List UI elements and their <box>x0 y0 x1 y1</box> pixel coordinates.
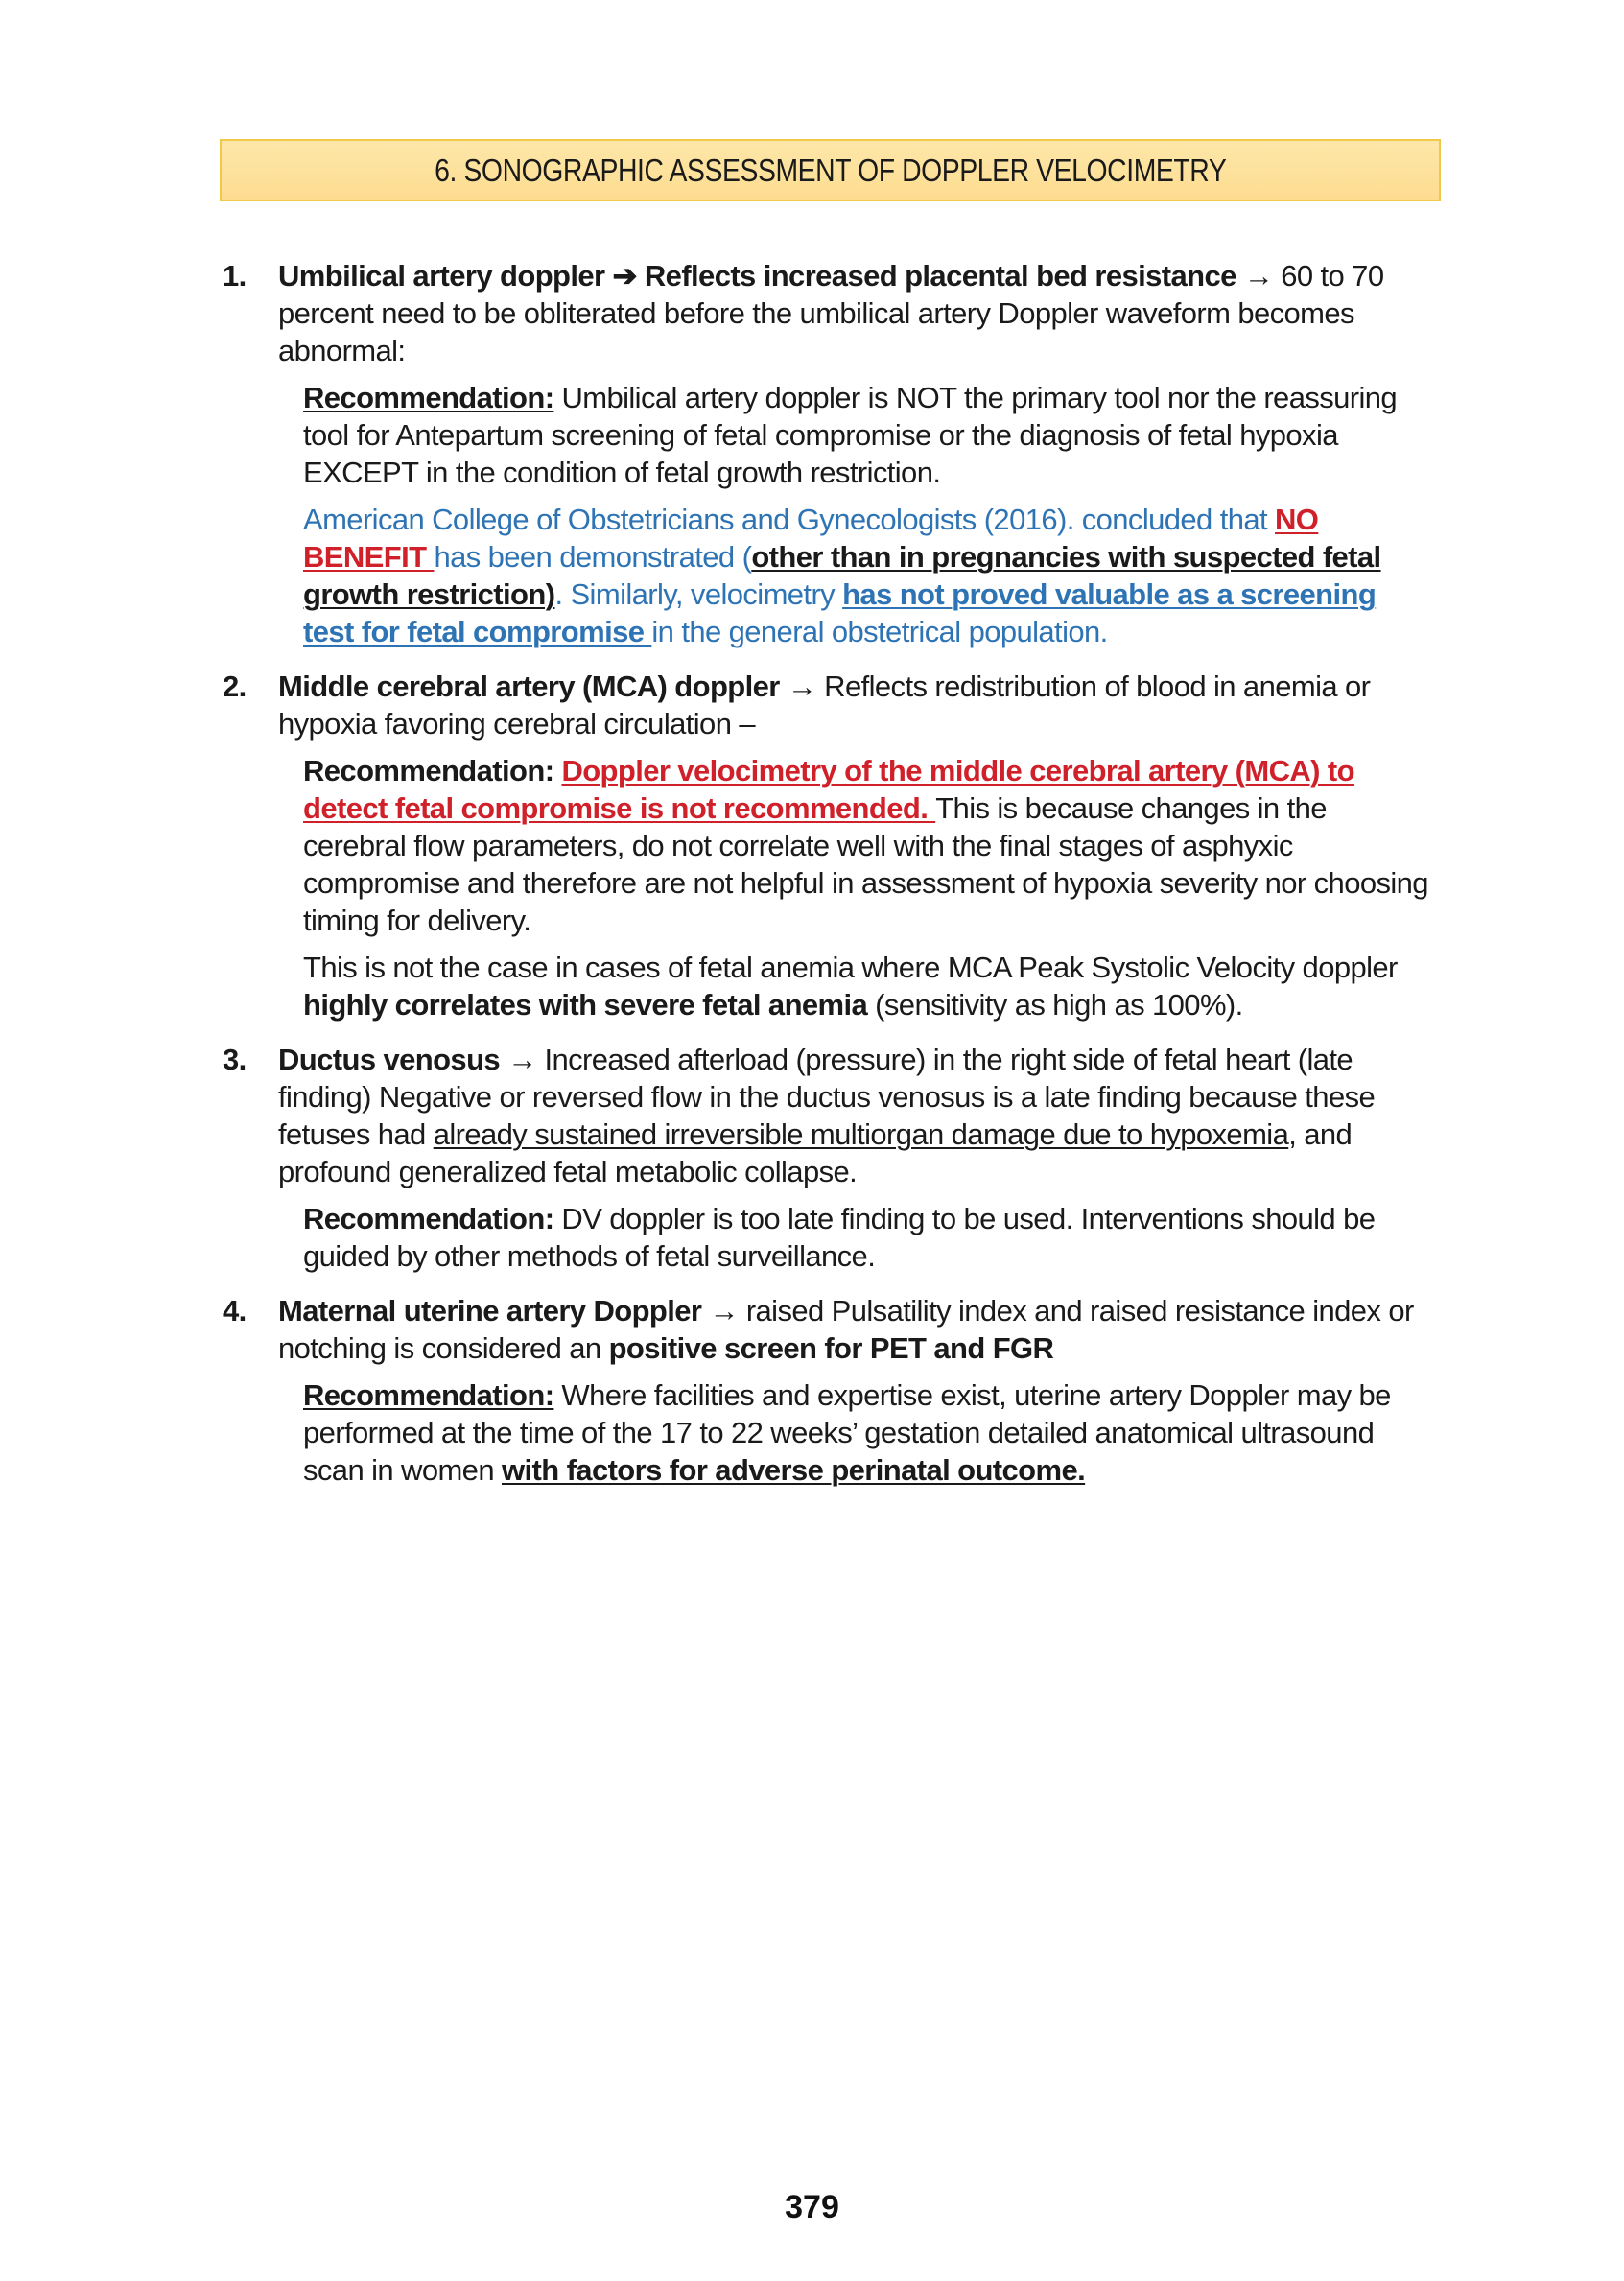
item-heading: Maternal uterine artery Doppler <box>278 1294 702 1328</box>
anemia-tail: (sensitivity as high as 100%). <box>867 988 1243 1022</box>
list-item-ductus-venosus <box>223 1041 1431 1275</box>
arrow-icon: → <box>1243 259 1274 293</box>
recommendation-label: Recommendation: <box>303 1202 554 1235</box>
list-item-uterine-artery <box>223 1292 1431 1489</box>
content <box>223 257 1431 1506</box>
item-number: 1. <box>223 259 247 293</box>
recommendation-text: DV doppler is too late finding to be used. Interventions should be guided by other methods of fetal surveillance. <box>303 1202 1376 1273</box>
item-text: Increased afterload (pressure) in the right side of fetal heart (late finding) Negative or reversed flow in the ductus venosus is a late finding because these fetuses had <box>278 1043 1376 1151</box>
item-body <box>278 257 1431 369</box>
recommendation-underlined: with factors for adverse perinatal outcome. <box>501 1453 1086 1487</box>
acog-tail: in the general obstetrical population. <box>651 615 1108 648</box>
item-heading: Ductus venosus <box>278 1043 501 1076</box>
item-text: 60 to 70 percent need to be obliterated before the umbilical artery Doppler waveform becomes abnormal: <box>278 259 1384 367</box>
acog-intro: American College of Obstetricians and Gynecologists (2016). concluded that <box>303 503 1276 536</box>
recommendation <box>303 752 1431 939</box>
acog-not-proved: has not proved valuable as a screening test for fetal compromise <box>303 577 1377 648</box>
recommendation-label: Recommendation: <box>303 381 554 414</box>
bold-arrow-icon: ➔ <box>612 259 637 293</box>
no-benefit-emphasis: NO BENEFIT <box>303 503 1319 574</box>
item-body <box>278 668 1431 742</box>
item-body <box>278 1292 1431 1367</box>
item-heading-emphasis: Reflects increased placental bed resistance <box>644 259 1236 293</box>
recommendation-text: Umbilical artery doppler is NOT the primary tool nor the reassuring tool for Antepartum screening of fetal compromise or the diagnosis of fetal hypoxia EXCEPT in the condition of fetal growth restriction. <box>303 381 1398 489</box>
arrow-icon: → <box>709 1294 739 1328</box>
acog-paren: ( <box>741 540 752 574</box>
recommendation <box>303 379 1431 491</box>
item-number: 2. <box>223 670 247 703</box>
anemia-note <box>303 949 1431 1023</box>
acog-demonstrated: has been demonstrated <box>434 540 742 574</box>
item-text-tail: , and profound generalized fetal metabolic collapse. <box>278 1117 1353 1188</box>
item-body <box>278 1041 1431 1190</box>
item-number: 4. <box>223 1294 247 1328</box>
item-text: Reflects redistribution of blood in anemia or hypoxia favoring cerebral circulation – <box>278 670 1371 741</box>
acog-exception: other than in pregnancies with suspected fetal growth restriction) <box>303 540 1381 611</box>
recommendation-warning: Doppler velocimetry of the middle cerebral artery (MCA) to detect fetal compromise is not recommended. <box>303 754 1354 825</box>
acog-statement <box>303 501 1431 650</box>
acog-similarly: . Similarly, velocimetry <box>554 577 843 611</box>
item-text-emphasis: positive screen for PET and FGR <box>608 1331 1054 1365</box>
recommendation-text: Where facilities and expertise exist, uterine artery Doppler may be performed at the time of the 17 to 22 weeks’ gestation detailed anatomical ultrasound scan in women <box>303 1378 1391 1487</box>
recommendation-text: This is because changes in the cerebral flow parameters, do not correlate well with the final stages of asphyxic compromise and therefore are not helpful in assessment of hypoxia severity nor choosing timing for delivery. <box>303 791 1428 937</box>
list-item-mca-doppler <box>223 668 1431 1023</box>
anemia-emphasis: highly correlates with severe fetal anemia <box>303 988 868 1022</box>
section-title-banner <box>220 139 1441 201</box>
item-text-underlined: already sustained irreversible multiorgan damage due to hypoxemia <box>433 1117 1289 1151</box>
item-heading: Middle cerebral artery (MCA) doppler <box>278 670 780 703</box>
recommendation-label: Recommendation: <box>303 1378 554 1412</box>
page-number: 379 <box>785 2189 839 2225</box>
recommendation-label: Recommendation: <box>303 754 554 788</box>
anemia-intro: This is not the case in cases of fetal anemia where MCA Peak Systolic Velocity doppler <box>303 951 1398 984</box>
arrow-icon: → <box>787 670 817 703</box>
recommendation <box>303 1376 1431 1489</box>
recommendation <box>303 1200 1431 1275</box>
arrow-icon: → <box>507 1043 537 1076</box>
item-number: 3. <box>223 1043 247 1076</box>
section-title: 6. SONOGRAPHIC ASSESSMENT OF DOPPLER VELOCIMETRY <box>434 152 1227 188</box>
list-item-umbilical-artery <box>223 257 1431 650</box>
item-text: raised Pulsatility index and raised resistance index or notching is considered an <box>278 1294 1414 1365</box>
item-heading: Umbilical artery doppler <box>278 259 605 293</box>
